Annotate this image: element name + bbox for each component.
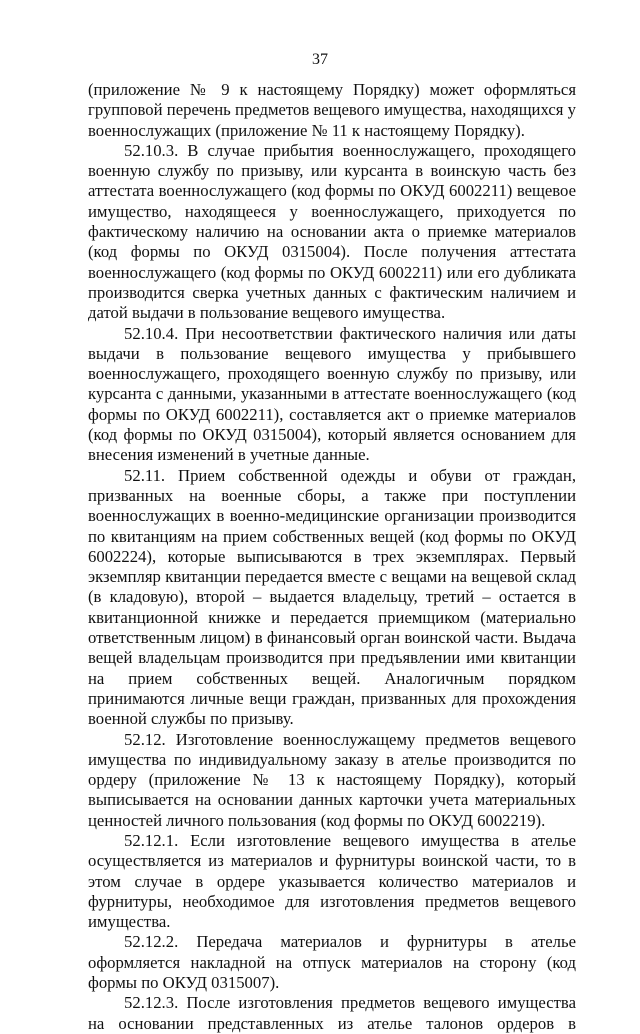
page-number: 37 xyxy=(312,51,328,68)
paragraph-52-12-2: 52.12.2. Передача материалов и фурнитуры в ателье оформляется накладной на отпуск материалов на сторону (код формы по ОКУД 0315007). xyxy=(88,932,576,993)
paragraph-52-10-4: 52.10.4. При несоответствии фактического наличия или даты выдачи в пользование вещевого имущества у прибывшего военнослужащего, проходящего военную службу по призыву, или курсанта с данными, указанными в аттестате военнослужащего (код формы по ОКУД 6002211), составляется акт о приемке материалов (код формы по ОКУД 0315004), который является основанием для внесения изменений в учетные данные. xyxy=(88,323,576,465)
paragraph-continuation: (приложение № 9 к настоящему Порядку) может оформляться групповой перечень предметов вещевого имущества, находящихся у военнослужащих (приложение № 11 к настоящему Порядку). xyxy=(88,80,576,140)
paragraph-52-10-3: 52.10.3. В случае прибытия военнослужащего, проходящего военную службу по призыву, или курсанта в воинскую часть без аттестата военнослужащего (код формы по ОКУД 6002211) вещевое имущество, находящееся у военнослужащего, приходуется по фактическому наличию на основании акта о приемке материалов (код формы по ОКУД 0315004). После получения аттестата военнослужащего (код формы по ОКУД 6002211) или его дубликата производится сверка учетных данных с фактическим наличием и датой выдачи в пользование вещевого имущества. xyxy=(88,140,576,323)
paragraph-52-11: 52.11. Прием собственной одежды и обуви от граждан, призванных на военные сборы, а также при поступлении военнослужащих в военно-медицинские организации производится по квитанциям на прием собственных вещей (код формы по ОКУД 6002224), которые выписываются в трех экземплярах. Первый экземпляр квитанции передается вместе с вещами на вещевой склад (в кладовую), второй – выдается владельцу, третий – остается в квитанционной книжке и передается приемщиком (материально ответственным лицом) в финансовый орган воинской части. Выдача вещей владельцам производится при предъявлении ими квитанции на прием собственных вещей. Аналогичным порядком принимаются личные вещи граждан, призванных для прохождения военной службы по призыву. xyxy=(88,465,576,729)
paragraph-52-12: 52.12. Изготовление военнослужащему предметов вещевого имущества по индивидуальному заказу в ателье производится по ордеру (приложение № 13 к настоящему Порядку), который выписывается на основании данных карточки учета материальных ценностей личного пользования (код формы по ОКУД 6002219). xyxy=(88,729,576,830)
paragraph-52-12-3: 52.12.3. После изготовления предметов вещевого имущества на основании представленных из ателье талонов ордеров в xyxy=(88,993,576,1033)
document-body xyxy=(88,80,576,1034)
paragraph-52-12-1: 52.12.1. Если изготовление вещевого имущества в ателье осуществляется из материалов и фурнитуры воинской части, то в этом случае в ордере указывается количество материалов и фурнитуры, необходимое для изготовления предметов вещевого имущества. xyxy=(88,830,576,932)
